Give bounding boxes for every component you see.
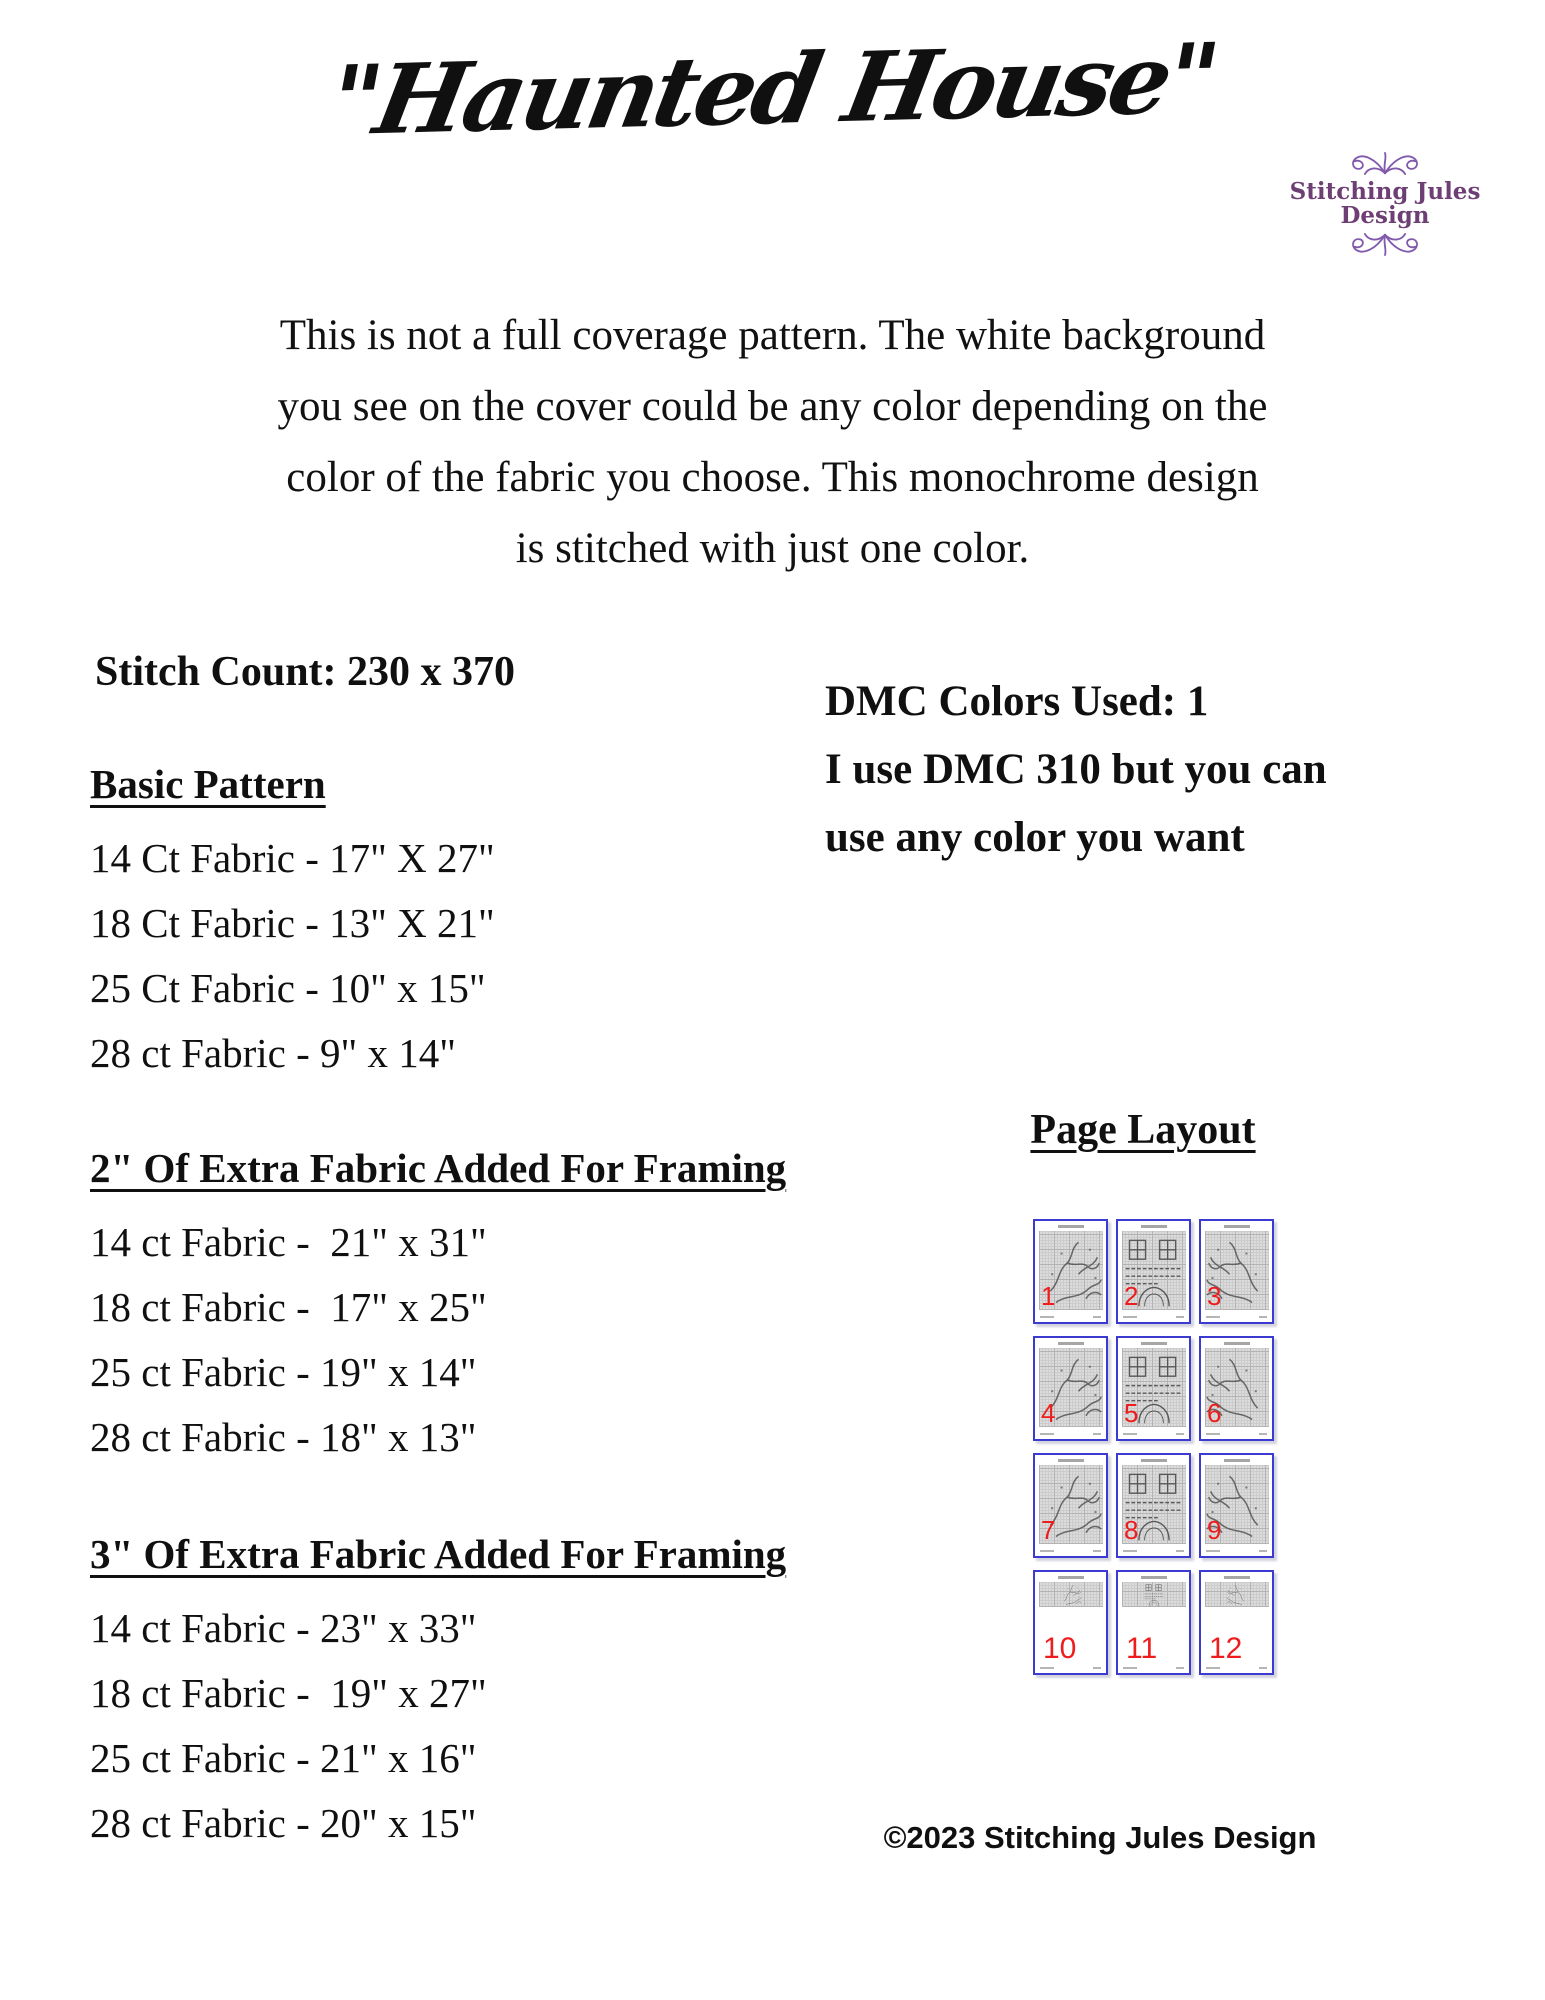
fabric-size-item: 28 ct Fabric - 18" x 13"	[90, 1414, 477, 1460]
pattern-sketch-icon	[1205, 1582, 1269, 1607]
thumbnail-header-bar	[1224, 1225, 1250, 1228]
thumbnail-header-bar	[1224, 1576, 1250, 1579]
fabric-size-item: 14 ct Fabric - 23" x 33"	[90, 1605, 477, 1651]
page-thumbnail-2	[1116, 1219, 1191, 1324]
page-number: 10	[1043, 1632, 1077, 1665]
thumbnail-footer-bar	[1259, 1667, 1267, 1669]
thumbnail-footer-bar	[1123, 1550, 1137, 1552]
fabric-size-item: 25 ct Fabric - 19" x 14"	[90, 1349, 477, 1395]
fabric-size-item: 25 ct Fabric - 21" x 16"	[90, 1735, 477, 1781]
page-number: 7	[1041, 1515, 1056, 1545]
pattern-grid-area	[1205, 1582, 1269, 1607]
thumbnail-header-bar	[1141, 1225, 1167, 1228]
thumbnail-footer-bar	[1040, 1550, 1054, 1552]
dmc-colors-note	[825, 668, 1327, 872]
thumbnail-footer-bar	[1259, 1316, 1267, 1318]
page-number: 8	[1124, 1515, 1139, 1545]
page-thumbnail-3	[1199, 1219, 1274, 1324]
fabric-size-list	[90, 1210, 786, 1470]
thumbnail-footer-bar	[1259, 1550, 1267, 1552]
thumbnail-footer-bar	[1176, 1550, 1184, 1552]
page-number: 5	[1124, 1398, 1139, 1428]
page-title	[0, 10, 1545, 170]
thumbnail-header-bar	[1058, 1342, 1084, 1345]
page-number: 12	[1209, 1632, 1243, 1665]
page-number: 1	[1041, 1281, 1056, 1311]
section-2in-framing	[90, 1144, 786, 1470]
thumbnail-header-bar	[1224, 1342, 1250, 1345]
dmc-line: I use DMC 310 but you can	[825, 746, 1327, 793]
fabric-size-item: 18 ct Fabric - 19" x 27"	[90, 1670, 487, 1716]
pattern-grid-area	[1122, 1582, 1186, 1607]
thumbnail-footer-bar	[1093, 1433, 1101, 1435]
fabric-size-item: 14 Ct Fabric - 17" X 27"	[90, 835, 495, 881]
thumbnail-header-bar	[1141, 1459, 1167, 1462]
thumbnail-footer-bar	[1123, 1433, 1137, 1435]
page-thumbnails-grid	[1033, 1219, 1274, 1675]
page-number: 3	[1207, 1281, 1222, 1311]
pattern-grid-area	[1039, 1582, 1103, 1607]
thumbnail-footer-bar	[1123, 1667, 1137, 1669]
page-title-text: "Haunted House"	[320, 21, 1225, 158]
thumbnail-footer-bar	[1176, 1433, 1184, 1435]
page-thumbnail-6	[1199, 1336, 1274, 1441]
intro-paragraph	[120, 300, 1425, 584]
thumbnail-footer-bar	[1093, 1667, 1101, 1669]
fabric-size-item: 18 Ct Fabric - 13" X 21"	[90, 900, 495, 946]
page-number: 11	[1126, 1632, 1158, 1665]
page-thumbnail-8	[1116, 1453, 1191, 1558]
fabric-size-item: 25 Ct Fabric - 10" x 15"	[90, 965, 486, 1011]
fabric-size-item: 14 ct Fabric - 21" x 31"	[90, 1219, 487, 1265]
intro-line: is stitched with just one color.	[515, 525, 1030, 572]
logo-text: Stitching Jules Design	[1289, 178, 1481, 229]
thumbnail-footer-bar	[1206, 1550, 1220, 1552]
section-heading: Basic Pattern	[90, 761, 326, 807]
stitch-count: Stitch Count: 230 x 370	[95, 649, 516, 695]
page-thumbnail-9	[1199, 1453, 1274, 1558]
thumbnail-header-bar	[1141, 1342, 1167, 1345]
fabric-size-item: 28 ct Fabric - 20" x 15"	[90, 1800, 477, 1846]
fabric-size-list	[90, 1596, 786, 1856]
thumbnail-footer-bar	[1123, 1316, 1137, 1318]
logo-flourish-bottom-icon	[1330, 228, 1440, 260]
thumbnail-footer-bar	[1176, 1667, 1184, 1669]
thumbnail-footer-bar	[1040, 1316, 1054, 1318]
thumbnail-header-bar	[1058, 1225, 1084, 1228]
intro-line: you see on the cover could be any color depending on the	[277, 383, 1268, 430]
brand-logo	[1280, 148, 1490, 260]
pattern-sketch-icon	[1122, 1582, 1186, 1607]
page-number: 4	[1041, 1398, 1056, 1428]
page-thumbnail-11	[1116, 1570, 1191, 1675]
page-thumbnail-1	[1033, 1219, 1108, 1324]
section-3in-framing	[90, 1530, 786, 1856]
page-layout-heading: Page Layout	[1030, 1107, 1256, 1153]
thumbnail-header-bar	[1058, 1576, 1084, 1579]
logo-flourish-top-icon	[1330, 148, 1440, 180]
thumbnail-footer-bar	[1206, 1316, 1220, 1318]
thumbnail-footer-bar	[1040, 1433, 1054, 1435]
thumbnail-footer-bar	[1176, 1316, 1184, 1318]
page-thumbnail-10	[1033, 1570, 1108, 1675]
fabric-size-list	[90, 826, 495, 1086]
section-heading: 3" Of Extra Fabric Added For Framing	[90, 1531, 787, 1577]
thumbnail-header-bar	[1224, 1459, 1250, 1462]
fabric-size-item: 28 ct Fabric - 9" x 14"	[90, 1030, 456, 1076]
pattern-sketch-icon	[1039, 1582, 1103, 1607]
dmc-line: use any color you want	[825, 814, 1245, 861]
page-number: 9	[1207, 1515, 1222, 1545]
thumbnail-header-bar	[1058, 1459, 1084, 1462]
fabric-size-item: 18 ct Fabric - 17" x 25"	[90, 1284, 487, 1330]
page-thumbnail-5	[1116, 1336, 1191, 1441]
thumbnail-footer-bar	[1259, 1433, 1267, 1435]
page-number: 2	[1124, 1281, 1139, 1311]
copyright-notice: ©2023 Stitching Jules Design	[883, 1820, 1317, 1855]
thumbnail-header-bar	[1141, 1576, 1167, 1579]
intro-line: This is not a full coverage pattern. The white background	[279, 312, 1266, 359]
page-number: 6	[1207, 1398, 1222, 1428]
section-heading: 2" Of Extra Fabric Added For Framing	[90, 1145, 787, 1191]
thumbnail-footer-bar	[1040, 1667, 1054, 1669]
dmc-line: DMC Colors Used: 1	[825, 678, 1209, 725]
page-thumbnail-12	[1199, 1570, 1274, 1675]
page-thumbnail-4	[1033, 1336, 1108, 1441]
thumbnail-footer-bar	[1206, 1433, 1220, 1435]
thumbnail-footer-bar	[1206, 1667, 1220, 1669]
intro-line: color of the fabric you choose. This monochrome design	[286, 454, 1259, 501]
thumbnail-footer-bar	[1093, 1316, 1101, 1318]
section-basic-pattern	[90, 760, 495, 1086]
thumbnail-footer-bar	[1093, 1550, 1101, 1552]
page-thumbnail-7	[1033, 1453, 1108, 1558]
